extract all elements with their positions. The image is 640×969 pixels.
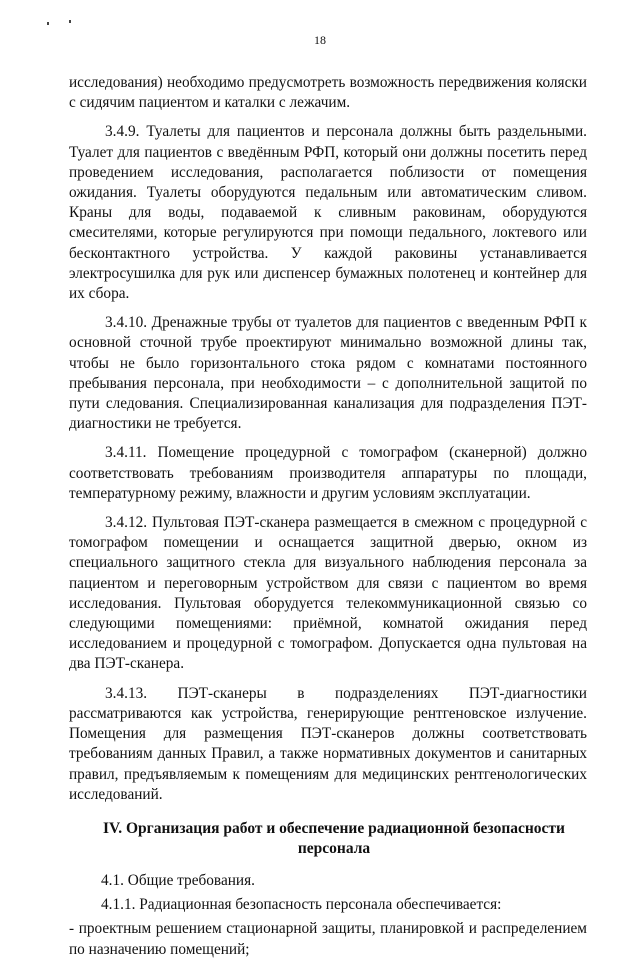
paragraph-3-4-10: 3.4.10. Дренажные трубы от туалетов для пациентов с введенным РФП к основной сточной трубе проектируют минимально возможной длины так, чтобы не было горизонтального стока рядом с комнатами постоянного пребывания персонала, при необходимости – с дополнительной защитой по пути следования. Специализированная канализация для подразделения ПЭТ-диагностики не требуется.	[69, 314, 587, 433]
paragraph-3-4-13: 3.4.13. ПЭТ-сканеры в подразделениях ПЭТ-диагностики рассматриваются как устройства, генерирующие рентгеновское излучение. Помещения для размещения ПЭТ-сканеров должны соответствовать требованиям данных Правил, а также нормативных документов и санитарных правил, предъявляемым к помещениям для медицинских рентгенологических исследований.	[69, 684, 587, 803]
subsection-heading: 4.1. Общие требования.	[101, 871, 255, 889]
paragraph-continuation: исследования) необходимо предусмотреть возможность передвижения коляски с сидячим пациентом и каталки с лежачим.	[69, 74, 587, 112]
paragraph-3-4-12: 3.4.12. Пультовая ПЭТ-сканера размещается в смежном с процедурной с томографом помещении и оснащается защитной дверью, окном из специального защитного стекла для визуального наблюдения персонала за пациентом и переговорным устройством для связи с пациентом во время исследования. Пультовая оборудуется телекоммуникационной связью со следующими помещениями: приёмной, комнатой ожидания перед исследованием и процедурной с томографом. Допускается одна пультовая на два ПЭТ-сканера.	[69, 514, 587, 673]
section-heading: IV. Организация работ и обеспечение радиационной безопасности персонала	[103, 819, 565, 857]
paragraph-3-4-9: 3.4.9. Туалеты для пациентов и персонала должны быть раздельными. Туалет для пациентов с введённым РФП, который они должны посетить перед проведением исследования, располагается поблизости от помещения ожидания. Туалеты оборудуются педальным или автоматическим сливом. Краны для воды, подаваемой к сливным раковинам, оборудуются смесителями, которые регулируются при помощи педального, локтевого или бесконтактного устройства. У каждой раковины устанавливается электросушилка для рук или диспенсер бумажных полотенец и контейнер для их сбора.	[69, 123, 587, 303]
document-body	[69, 73, 587, 969]
scan-speck	[69, 20, 71, 23]
list-item-dash: - проектным решением стационарной защиты, планировкой и распределением по назначению помещений;	[69, 920, 587, 958]
scan-speck	[47, 22, 49, 25]
paragraph-3-4-11: 3.4.11. Помещение процедурной с томографом (сканерной) должно соответствовать требованиям производителя аппаратуры по площади, температурному режиму, влажности и другим условиям эксплуатации.	[69, 444, 587, 502]
page-number: 18	[314, 33, 326, 47]
paragraph-4-1-1: 4.1.1. Радиационная безопасность персонала обеспечивается:	[101, 896, 502, 914]
